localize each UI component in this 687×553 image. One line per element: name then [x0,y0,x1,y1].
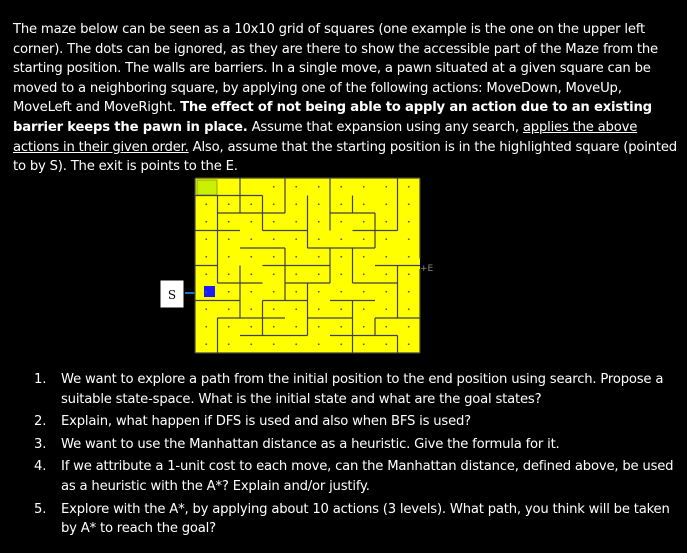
maze-dot [363,186,365,188]
maze-dot [318,256,320,258]
maze-dot [273,308,275,310]
maze-dot [318,186,320,188]
question-text: We want to explore a path from the initial position to the end position using search. Propose a suitable state-space. What is the initial state and what are the goal states? [61,372,664,407]
maze-dot [340,186,342,188]
maze-dot [363,221,365,223]
example-square [197,180,217,195]
question-item [34,500,679,539]
question-item [34,435,679,455]
maze-dot [205,291,207,293]
question-list [34,370,679,542]
maze-dot [408,203,410,205]
maze-dot [250,326,252,328]
maze-dot [228,308,230,310]
question-number: 5. [34,501,47,517]
maze-dot [205,326,207,328]
maze-dot [205,256,207,258]
maze-dot [385,221,387,223]
intro-bold-text: The effect of not being able to apply an action due to an existing barrier keeps the pawn in place. [13,100,652,135]
maze-dot [408,326,410,328]
maze-dot [318,326,320,328]
maze-dot [408,273,410,275]
question-item [34,370,679,409]
maze-dot [295,326,297,328]
maze-dot [295,186,297,188]
maze-dot [385,256,387,258]
maze-dot [228,291,230,293]
maze-dot [408,221,410,223]
question-text: If we attribute a 1-unit cost to each move, can the Manhattan distance, defined above, be used as a heuristic with the A*? Explain and/or justify. [61,459,674,494]
maze-dot [250,256,252,258]
maze-dot [250,343,252,345]
maze-dot [295,203,297,205]
maze-dot [363,203,365,205]
maze-dot [385,186,387,188]
maze-dot [340,273,342,275]
maze-dot [295,221,297,223]
maze-dot [273,343,275,345]
intro-text-1: The maze below can be seen as a 10x10 grid of squares (one example is the one on the upper left corner). The dots can be ignored, as they are there to show the accessible part of the Maze from the starting position. The walls are barriers. In a single move, a pawn situated at a given square can be moved to a neighboring square, by applying one of the following actions: MoveDown, MoveUp, MoveLeft and MoveRight. [13,22,658,116]
maze-dot [295,238,297,240]
maze-dot [340,221,342,223]
maze-dot [363,291,365,293]
maze-dot [318,291,320,293]
maze-dot [205,203,207,205]
maze-dot [205,238,207,240]
maze-dot [228,273,230,275]
maze-dot [363,238,365,240]
maze-dot [250,273,252,275]
maze-dot [250,291,252,293]
exit-label: +E [420,264,434,274]
maze-dot [228,256,230,258]
maze-dot [385,326,387,328]
maze-dot [228,203,230,205]
maze-dot [205,308,207,310]
maze-dot [363,308,365,310]
maze-dot [273,273,275,275]
maze-dot [228,343,230,345]
maze-dot [385,203,387,205]
maze-dot [318,238,320,240]
start-label: S [167,288,177,302]
maze-dot [408,291,410,293]
maze-dot [340,343,342,345]
maze-dot [228,221,230,223]
maze-dot [408,186,410,188]
maze-dot [408,343,410,345]
maze-dot [250,221,252,223]
maze-dot [340,308,342,310]
maze-dot [295,343,297,345]
maze-dot [385,291,387,293]
maze-dot [205,343,207,345]
question-text: Explore with the A*, by applying about 10 actions (3 levels). What path, you think will be taken by A* to reach the goal? [61,501,670,537]
maze-dot [228,326,230,328]
question-number: 2. [34,414,47,430]
question-number: 3. [34,436,47,452]
maze-dot [318,343,320,345]
maze-dot [318,203,320,205]
question-text: Explain, what happen if DFS is used and also when BFS is used? [61,414,471,430]
problem-description [13,20,677,177]
maze-dot [273,256,275,258]
maze-dot [363,273,365,275]
intro-underlined-text: applies the above actions in their given order. [13,119,638,155]
maze-dot [340,326,342,328]
question-text: We want to use the Manhattan distance as a heuristic. Give the formula for it. [61,436,560,452]
maze-dot [295,291,297,293]
question-number: 1. [34,372,47,387]
maze-dot [273,291,275,293]
maze-dot [273,326,275,328]
question-item [34,457,679,496]
maze-dot [250,203,252,205]
question-item [34,412,679,432]
question-number: 4. [34,459,47,475]
maze-dot [340,256,342,258]
maze-dot [385,308,387,310]
maze-dot [318,308,320,310]
maze-dot [340,203,342,205]
maze-dot [273,186,275,188]
maze-dot [295,273,297,275]
intro-text-2: Assume that expansion using any search, [251,119,519,135]
maze-dot [273,238,275,240]
maze-figure [150,170,440,355]
maze-dot [385,238,387,240]
maze-dot [250,308,252,310]
maze-dot [295,308,297,310]
maze-dot [363,326,365,328]
maze-dot [363,256,365,258]
maze-dot [295,256,297,258]
maze-dot [228,238,230,240]
maze-dot [318,221,320,223]
maze-dot [340,291,342,293]
maze-dot [205,221,207,223]
maze-dot [340,238,342,240]
intro-text-3: Also, assume that the starting position is in the highlighted square (pointed to by S). The exit is points to the E. [13,139,677,175]
maze-dot [408,308,410,310]
maze-dot [273,203,275,205]
maze-dot [363,343,365,345]
maze-dot [385,343,387,345]
maze-dot [408,238,410,240]
maze-dot [318,273,320,275]
maze-dot [250,238,252,240]
maze-dot [273,221,275,223]
maze-dot [385,273,387,275]
maze-dot [205,273,207,275]
maze-dot [408,256,410,258]
